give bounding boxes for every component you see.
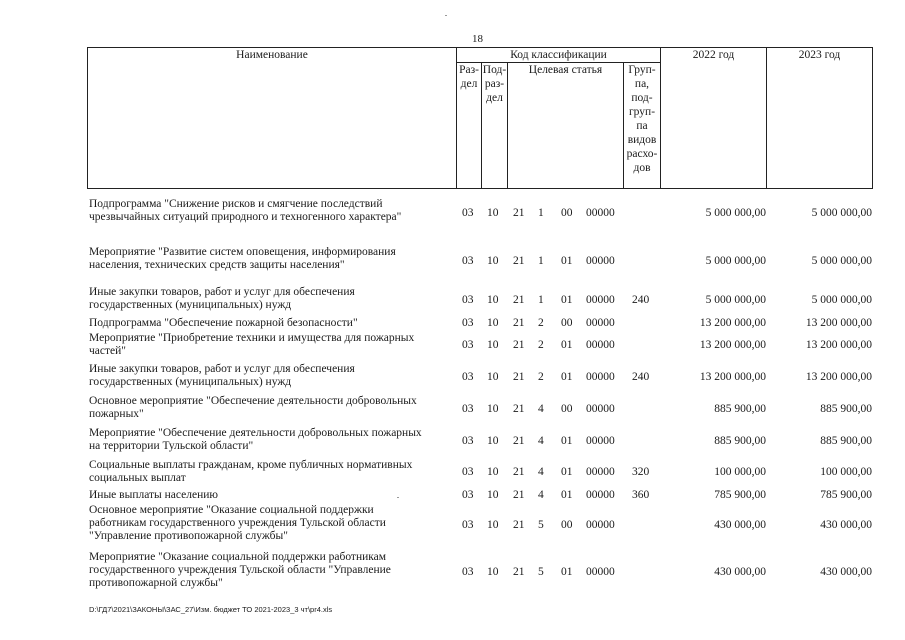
row-amount-2023: 885 900,00 <box>820 403 872 415</box>
row-amount-2023: 5 000 000,00 <box>811 207 872 219</box>
table-header <box>87 47 873 189</box>
row-amount-2023: 5 000 000,00 <box>811 294 872 306</box>
row-name: Основное мероприятие "Обеспечение деятельности добровольных пожарных" <box>89 395 417 420</box>
row-section: 03 <box>462 566 474 578</box>
row-target-subprogram: 4 <box>538 435 544 447</box>
header-section: Раз- дел <box>457 63 482 189</box>
row-name: Основное мероприятие "Оказание социальной поддержки работникам государственного учреждения Тульской области "Управление противопожарной службы" <box>89 504 386 542</box>
row-target-event: 01 <box>561 339 573 351</box>
row-target-event: 00 <box>561 519 573 531</box>
row-subsection: 10 <box>487 371 499 383</box>
row-name: Мероприятие "Оказание социальной поддержки работникам государственного учреждения Тульской области "Управление противопожарной службы" <box>89 551 391 589</box>
row-target-subprogram: 1 <box>538 255 544 267</box>
row-name: Иные закупки товаров, работ и услуг для обеспечения государственных (муниципальных) нужд <box>89 363 355 388</box>
row-subsection: 10 <box>487 255 499 267</box>
file-path-footer: D:\ГД7\2021\ЗАКОНЫ\ЗАС_27\Изм. бюджет ТО 2021-2023_3 чт\pr4.xls <box>89 605 333 614</box>
row-subsection: 10 <box>487 403 499 415</box>
row-subsection: 10 <box>487 339 499 351</box>
row-amount-2022: 885 900,00 <box>714 403 766 415</box>
row-amount-2023: 13 200 000,00 <box>805 317 872 329</box>
row-target-program: 21 <box>513 371 525 383</box>
header-expense-group: Груп- па, под- груп- па видов расхо- дов <box>624 63 661 189</box>
row-amount-2022: 430 000,00 <box>714 566 766 578</box>
row-name: Социальные выплаты гражданам, кроме публичных нормативных социальных выплат <box>89 459 413 484</box>
header-classification-code: Код классификации <box>457 48 661 63</box>
row-name: Подпрограмма "Снижение рисков и смягчение последствий чрезвычайных ситуаций природного и техногенного характера" <box>89 198 402 223</box>
row-subsection: 10 <box>487 489 499 501</box>
row-target-program: 21 <box>513 255 525 267</box>
row-target-subprogram: 2 <box>538 317 544 329</box>
row-target-direction: 00000 <box>586 566 615 578</box>
header-name: Наименование <box>88 48 457 189</box>
row-target-subprogram: 2 <box>538 371 544 383</box>
row-subsection: 10 <box>487 435 499 447</box>
row-target-program: 21 <box>513 294 525 306</box>
row-expense-group: 320 <box>632 466 650 478</box>
page-number: 18 <box>472 33 483 45</box>
row-name: Мероприятие "Приобретение техники и имущества для пожарных частей" <box>89 332 415 357</box>
row-target-program: 21 <box>513 489 525 501</box>
row-amount-2022: 885 900,00 <box>714 435 766 447</box>
row-section: 03 <box>462 255 474 267</box>
row-target-direction: 00000 <box>586 294 615 306</box>
row-amount-2023: 13 200 000,00 <box>805 371 872 383</box>
row-target-program: 21 <box>513 317 525 329</box>
row-name: Иные выплаты населению <box>89 489 218 501</box>
row-target-program: 21 <box>513 339 525 351</box>
row-target-event: 00 <box>561 403 573 415</box>
row-target-event: 01 <box>561 435 573 447</box>
row-amount-2022: 13 200 000,00 <box>699 317 766 329</box>
header-target-article: Целевая статья <box>508 63 624 189</box>
row-name: Подпрограмма "Обеспечение пожарной безопасности" <box>89 317 358 329</box>
row-target-event: 01 <box>561 294 573 306</box>
row-target-subprogram: 1 <box>538 294 544 306</box>
row-target-event: 01 <box>561 371 573 383</box>
row-amount-2022: 785 900,00 <box>714 489 766 501</box>
row-subsection: 10 <box>487 566 499 578</box>
row-amount-2023: 430 000,00 <box>820 519 872 531</box>
row-target-direction: 00000 <box>586 519 615 531</box>
row-target-subprogram: 4 <box>538 466 544 478</box>
row-amount-2022: 100 000,00 <box>714 466 766 478</box>
header-subsection: Под- раз- дел <box>482 63 508 189</box>
row-amount-2023: 430 000,00 <box>820 566 872 578</box>
row-amount-2023: 785 900,00 <box>820 489 872 501</box>
row-section: 03 <box>462 466 474 478</box>
row-subsection: 10 <box>487 466 499 478</box>
row-subsection: 10 <box>487 317 499 329</box>
row-target-event: 01 <box>561 489 573 501</box>
row-target-direction: 00000 <box>586 489 615 501</box>
row-section: 03 <box>462 519 474 531</box>
row-target-subprogram: 1 <box>538 207 544 219</box>
scan-speck <box>445 15 447 16</box>
row-section: 03 <box>462 317 474 329</box>
row-target-event: 01 <box>561 255 573 267</box>
row-target-direction: 00000 <box>586 403 615 415</box>
row-section: 03 <box>462 435 474 447</box>
row-expense-group: 240 <box>632 371 650 383</box>
row-target-direction: 00000 <box>586 466 615 478</box>
row-target-subprogram: 5 <box>538 566 544 578</box>
row-amount-2023: 885 900,00 <box>820 435 872 447</box>
row-amount-2023: 100 000,00 <box>820 466 872 478</box>
row-expense-group: 240 <box>632 294 650 306</box>
row-target-program: 21 <box>513 403 525 415</box>
row-target-program: 21 <box>513 435 525 447</box>
row-target-program: 21 <box>513 466 525 478</box>
row-amount-2022: 5 000 000,00 <box>705 207 766 219</box>
row-target-direction: 00000 <box>586 339 615 351</box>
row-target-direction: 00000 <box>586 435 615 447</box>
row-target-subprogram: 4 <box>538 489 544 501</box>
row-section: 03 <box>462 371 474 383</box>
row-target-subprogram: 5 <box>538 519 544 531</box>
row-target-direction: 00000 <box>586 207 615 219</box>
row-section: 03 <box>462 207 474 219</box>
scan-speck <box>397 497 399 498</box>
row-target-event: 00 <box>561 317 573 329</box>
row-amount-2022: 13 200 000,00 <box>699 371 766 383</box>
row-target-event: 00 <box>561 207 573 219</box>
row-subsection: 10 <box>487 294 499 306</box>
row-target-direction: 00000 <box>586 371 615 383</box>
row-name: Мероприятие "Обеспечение деятельности добровольных пожарных на территории Тульской области" <box>89 427 422 452</box>
row-target-event: 01 <box>561 566 573 578</box>
row-name: Иные закупки товаров, работ и услуг для обеспечения государственных (муниципальных) нужд <box>89 286 355 311</box>
row-target-program: 21 <box>513 566 525 578</box>
row-amount-2022: 5 000 000,00 <box>705 294 766 306</box>
row-target-event: 01 <box>561 466 573 478</box>
row-section: 03 <box>462 294 474 306</box>
header-year-2023: 2023 год <box>767 48 873 189</box>
row-target-direction: 00000 <box>586 317 615 329</box>
row-target-subprogram: 2 <box>538 339 544 351</box>
row-expense-group: 360 <box>632 489 650 501</box>
row-subsection: 10 <box>487 207 499 219</box>
row-section: 03 <box>462 489 474 501</box>
row-target-subprogram: 4 <box>538 403 544 415</box>
row-amount-2023: 13 200 000,00 <box>805 339 872 351</box>
row-target-direction: 00000 <box>586 255 615 267</box>
row-target-program: 21 <box>513 519 525 531</box>
row-name: Мероприятие "Развитие систем оповещения, информирования населения, технических средств защиты населения" <box>89 246 396 271</box>
row-amount-2023: 5 000 000,00 <box>811 255 872 267</box>
row-section: 03 <box>462 339 474 351</box>
row-section: 03 <box>462 403 474 415</box>
row-amount-2022: 430 000,00 <box>714 519 766 531</box>
row-target-program: 21 <box>513 207 525 219</box>
header-year-2022: 2022 год <box>661 48 767 189</box>
row-amount-2022: 13 200 000,00 <box>699 339 766 351</box>
row-amount-2022: 5 000 000,00 <box>705 255 766 267</box>
row-subsection: 10 <box>487 519 499 531</box>
